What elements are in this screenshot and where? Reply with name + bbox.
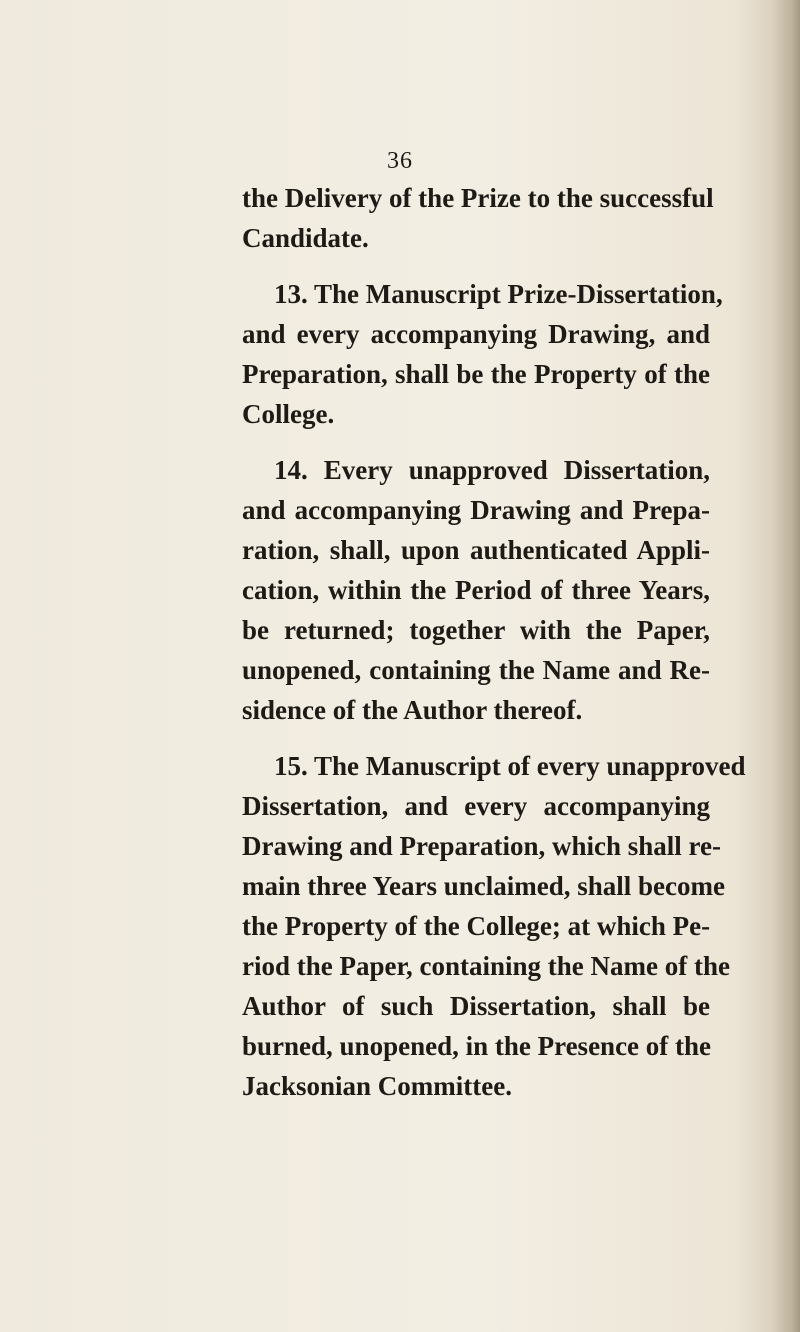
text-line: the Delivery of the Prize to the successful (242, 183, 714, 213)
text-line: main three Years unclaimed, shall become (242, 871, 725, 901)
text-line: Candidate. (242, 223, 369, 253)
paragraph-continuation (242, 178, 714, 258)
text-line: Jacksonian Committee. (242, 1071, 512, 1101)
text-line: unopened, containing the Name and Re- (242, 655, 710, 685)
text-line: College. (242, 399, 335, 429)
text-line: be returned; together with the Paper, (242, 615, 710, 645)
text-line: cation, within the Period of three Years, (242, 575, 710, 605)
text-line: sidence of the Author thereof. (242, 695, 583, 725)
paragraph-15 (242, 746, 746, 1106)
text-line: Drawing and Preparation, which shall re- (242, 831, 722, 861)
text-line: Author of such Dissertation, shall be (242, 991, 710, 1021)
text-line: 13. The Manuscript Prize-Dissertation, (274, 279, 723, 309)
body-text (242, 178, 746, 1106)
text-line: Dissertation, and every accompanying (242, 791, 710, 821)
text-line: the Property of the College; at which Pe- (242, 911, 711, 941)
text-line: and every accompanying Drawing, and (242, 319, 710, 349)
paragraph-14 (242, 450, 710, 730)
text-line: burned, unopened, in the Presence of the (242, 1031, 712, 1061)
text-line: 15. The Manuscript of every unapproved (274, 751, 746, 781)
page-number: 36 (387, 148, 413, 174)
paragraph-13 (242, 274, 723, 434)
text-line: riod the Paper, containing the Name of the (242, 951, 730, 981)
text-line: Preparation, shall be the Property of the (242, 359, 710, 389)
text-line: ration, shall, upon authenticated Appli- (242, 535, 710, 565)
text-line: and accompanying Drawing and Prepa- (242, 495, 710, 525)
text-line: 14. Every unapproved Dissertation, (274, 455, 710, 485)
page-edge-shadow (772, 0, 800, 1332)
